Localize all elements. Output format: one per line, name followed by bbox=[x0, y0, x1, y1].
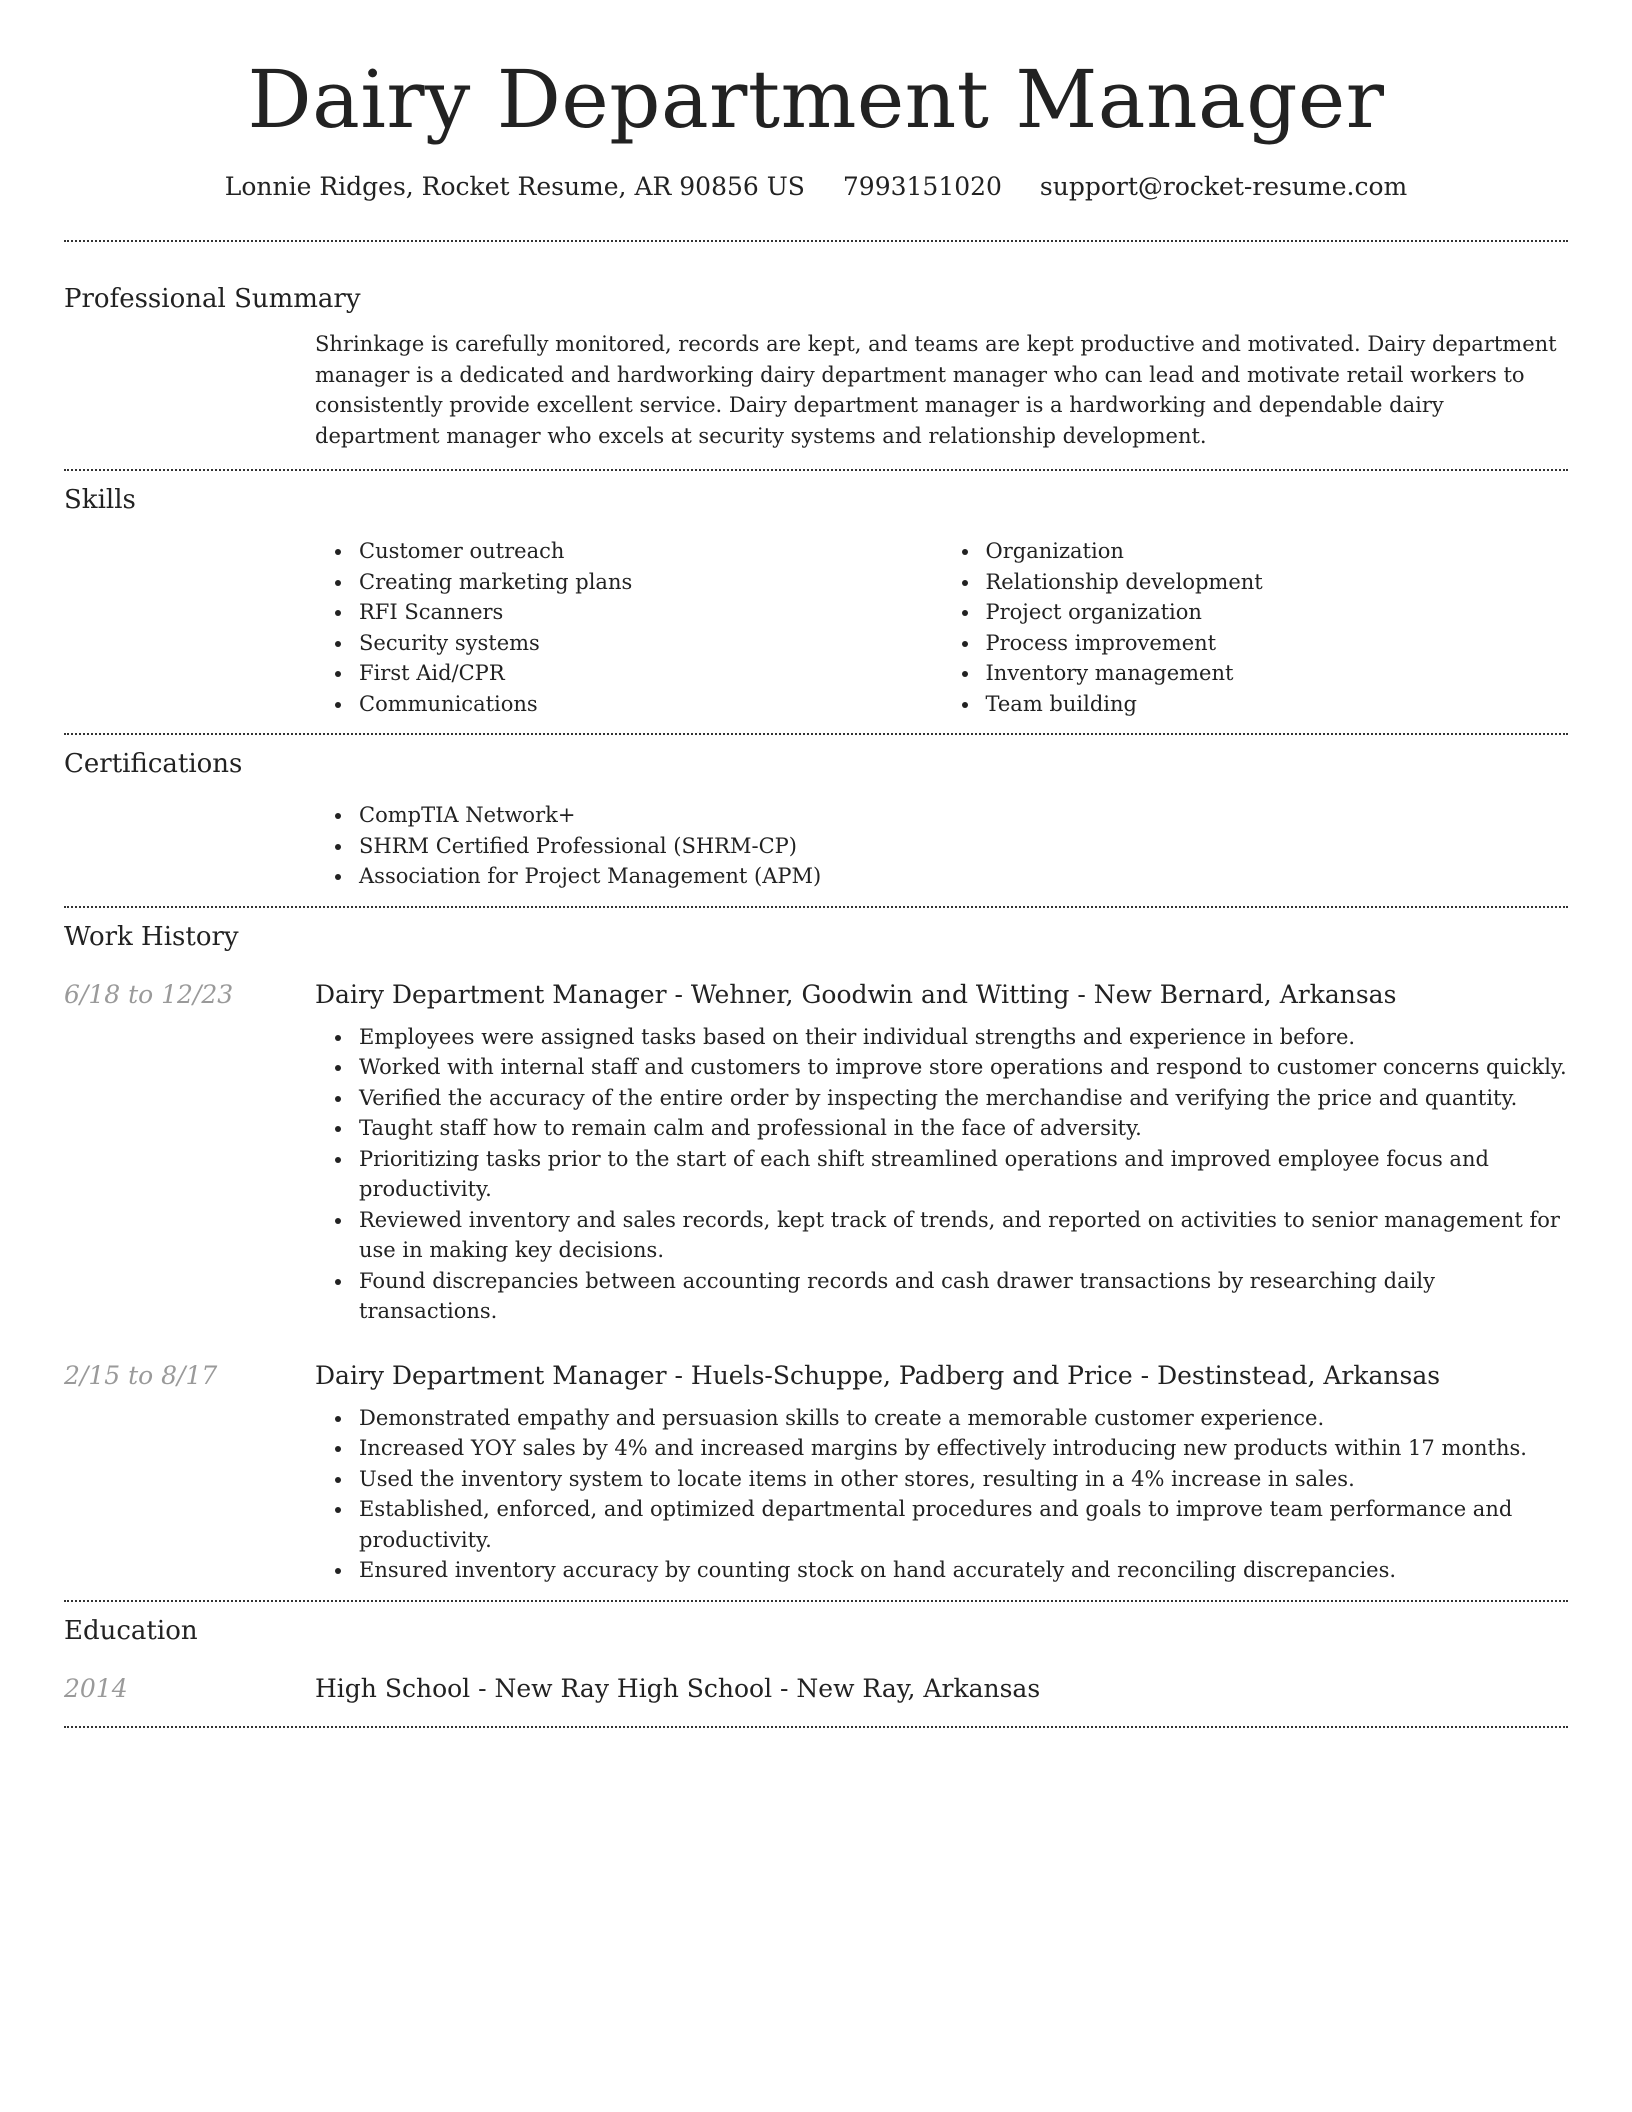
skill-item: First Aid/CPR bbox=[359, 658, 942, 689]
skills-list bbox=[315, 536, 1568, 719]
skill-item: Inventory management bbox=[986, 658, 1569, 689]
divider bbox=[64, 1726, 1568, 1728]
contact-line bbox=[64, 170, 1568, 204]
education-title: High School - New Ray High School - New Ray, Arkansas bbox=[315, 1673, 1041, 1703]
skill-item: Process improvement bbox=[986, 628, 1569, 659]
section-heading-certifications: Certifications bbox=[64, 749, 243, 779]
job-bullet: Reviewed inventory and sales records, kept track of trends, and reported on activities to senior management for use in making key decisions. bbox=[359, 1205, 1568, 1266]
resume-title: Dairy Department Manager bbox=[247, 53, 1385, 146]
skills-column-left bbox=[315, 536, 942, 719]
divider bbox=[64, 906, 1568, 908]
contact-email: support@rocket-resume.com bbox=[1039, 172, 1408, 201]
skill-item: Communications bbox=[359, 689, 942, 720]
job-bullet: Demonstrated empathy and persuasion skills to create a memorable customer experience. bbox=[359, 1403, 1568, 1434]
job-title: Dairy Department Manager - Huels-Schuppe, Padberg and Price - Destinstead, Arkansas bbox=[315, 1360, 1441, 1390]
job-bullet: Established, enforced, and optimized departmental procedures and goals to improve team performance and productivity. bbox=[359, 1494, 1568, 1555]
job-bullets bbox=[315, 1403, 1568, 1586]
contact-phone: 7993151020 bbox=[842, 172, 1002, 201]
divider bbox=[64, 469, 1568, 471]
certification-item: SHRM Certified Professional (SHRM-CP) bbox=[359, 831, 1568, 862]
job-bullet: Verified the accuracy of the entire order by inspecting the merchandise and verifying the price and quantity. bbox=[359, 1083, 1568, 1114]
skill-item: Project organization bbox=[986, 597, 1569, 628]
job-bullet: Worked with internal staff and customers to improve store operations and respond to customer concerns quickly. bbox=[359, 1052, 1568, 1083]
skill-item: Organization bbox=[986, 536, 1569, 567]
certification-item: CompTIA Network+ bbox=[359, 800, 1568, 831]
skill-item: Relationship development bbox=[986, 567, 1569, 598]
certification-item: Association for Project Management (APM) bbox=[359, 861, 1568, 892]
job-bullet: Prioritizing tasks prior to the start of each shift streamlined operations and improved employee focus and productivity. bbox=[359, 1144, 1568, 1205]
divider bbox=[64, 733, 1568, 735]
job-title: Dairy Department Manager - Wehner, Goodwin and Witting - New Bernard, Arkansas bbox=[315, 979, 1397, 1009]
job-bullet: Used the inventory system to locate items in other stores, resulting in a 4% increase in sales. bbox=[359, 1464, 1568, 1495]
job-bullet: Employees were assigned tasks based on their individual strengths and experience in before. bbox=[359, 1022, 1568, 1053]
skill-item: RFI Scanners bbox=[359, 597, 942, 628]
job-header bbox=[64, 978, 1568, 1012]
education-date: 2014 bbox=[64, 1673, 128, 1703]
job-bullet: Found discrepancies between accounting records and cash drawer transactions by researching daily transactions. bbox=[359, 1266, 1568, 1327]
resume-content bbox=[64, 0, 1568, 1728]
skill-item: Customer outreach bbox=[359, 536, 942, 567]
skills-column-right bbox=[942, 536, 1569, 719]
education-entry bbox=[64, 1672, 1568, 1706]
job-dates: 2/15 to 8/17 bbox=[64, 1360, 218, 1390]
section-heading-summary: Professional Summary bbox=[64, 284, 361, 314]
skill-item: Creating marketing plans bbox=[359, 567, 942, 598]
job-bullet: Taught staff how to remain calm and professional in the face of adversity. bbox=[359, 1113, 1568, 1144]
job-bullets bbox=[315, 1022, 1568, 1327]
divider bbox=[64, 1600, 1568, 1602]
job-header bbox=[64, 1359, 1568, 1393]
section-heading-skills: Skills bbox=[64, 485, 136, 515]
skill-item: Team building bbox=[986, 689, 1569, 720]
divider bbox=[64, 240, 1568, 242]
summary-text: Shrinkage is carefully monitored, records are kept, and teams are kept productive and motivated. Dairy department manager is a dedicated and hardworking dairy department manager who can lead and motivate retail workers to consistently provide excellent service. Dairy department manager is a hardworking and dependable dairy department manager who excels at security systems and relationship development. bbox=[315, 332, 1557, 448]
skill-item: Security systems bbox=[359, 628, 942, 659]
section-heading-education: Education bbox=[64, 1615, 198, 1646]
job-bullet: Ensured inventory accuracy by counting stock on hand accurately and reconciling discrepancies. bbox=[359, 1555, 1568, 1586]
job-dates: 6/18 to 12/23 bbox=[64, 979, 234, 1009]
job-bullet: Increased YOY sales by 4% and increased margins by effectively introducing new products within 17 months. bbox=[359, 1433, 1568, 1464]
contact-address: Lonnie Ridges, Rocket Resume, AR 90856 US bbox=[224, 172, 805, 201]
section-heading-work: Work History bbox=[64, 921, 239, 952]
certifications-list bbox=[315, 800, 1568, 892]
